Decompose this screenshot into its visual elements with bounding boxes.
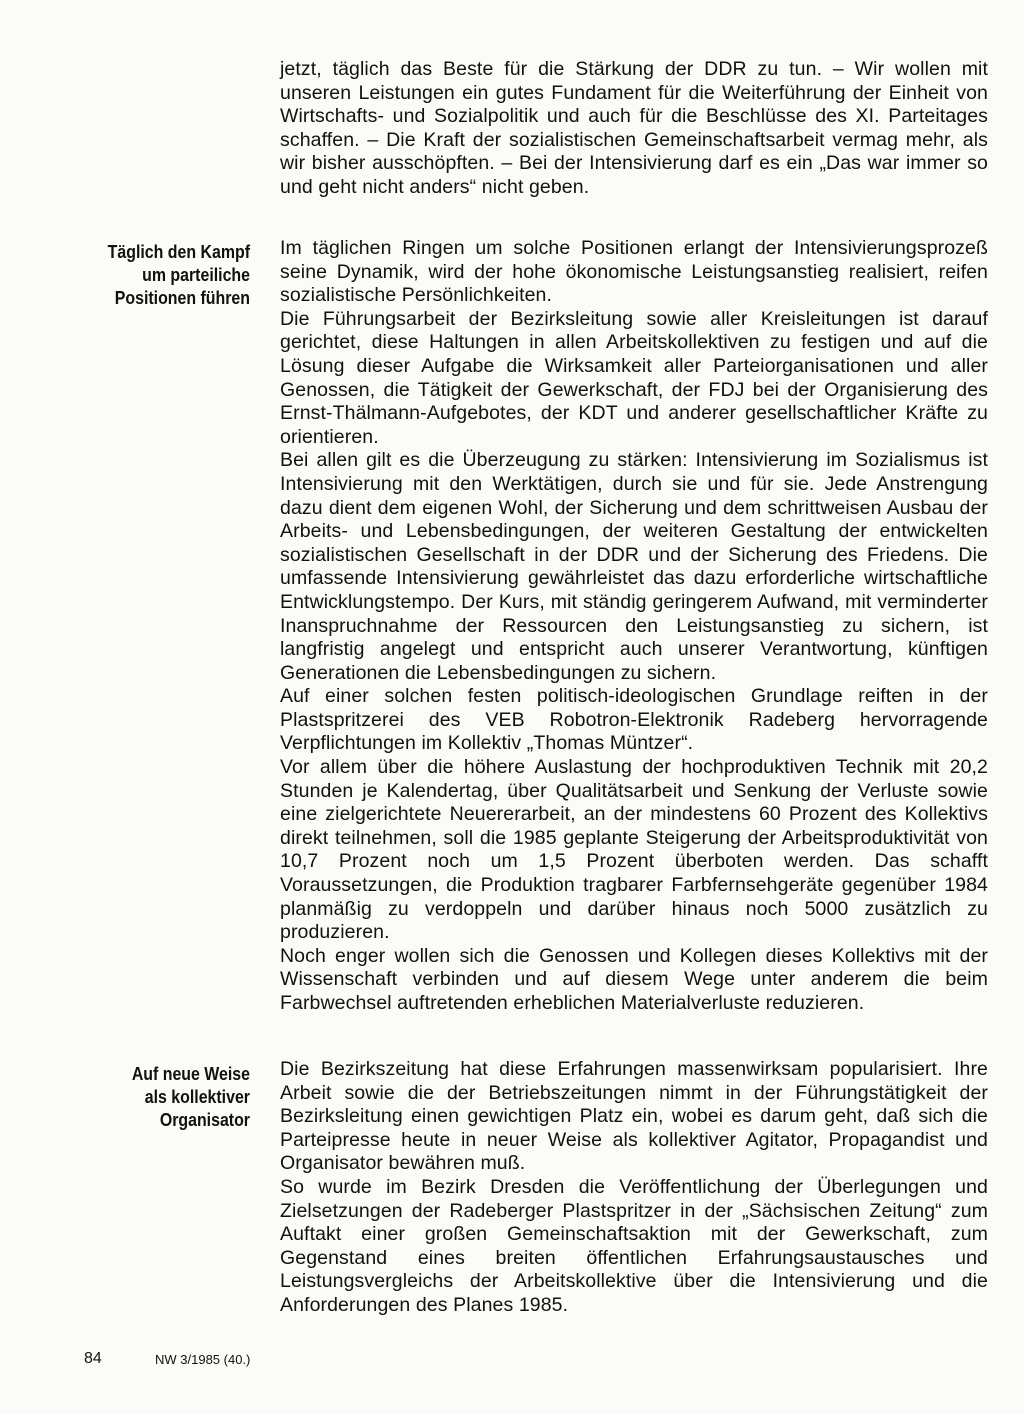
body-paragraph: Noch enger wollen sich die Genossen und Kollegen dieses Kollektivs mit der Wissenschaft verbinden und auf diesem Wege unter anderem die beim Farbwechsel auftretenden erheblichen Materialverluste reduzieren. [280,944,988,1014]
body-paragraph: Vor allem über die höhere Auslastung der hochproduktiven Technik mit 20,2 Stunden je Kalendertag, über Qualitätsarbeit und Senkung der Verluste sowie eine zielgerichtete Neuererarbeit, an der mindestens 60 Prozent des Kollektivs direkt teilnehmen, soll die 1985 geplante Steigerung der Arbeitsproduktivität von 10,7 Prozent noch um 1,5 Prozent überboten werden. Das schafft Voraussetzungen, die Produktion tragbarer Farbfernsehgeräte gegenüber 1984 planmäßig zu verdoppeln und darüber hinaus noch 5000 zusätzlich zu produzieren. [280,756,988,944]
section-2-body [280,1058,988,1318]
page-number: 84 [84,1350,102,1367]
section-heading-1 [87,240,250,309]
section-heading-2 [87,1062,250,1131]
heading-line: um parteiliche [142,264,250,285]
heading-line: als kollektiver [144,1086,250,1107]
body-paragraph: jetzt, täglich das Beste für die Stärkung der DDR zu tun. – Wir wollen mit unseren Leistungen ein gutes Fundament für die Weiterführung der Einheit von Wirtschafts- und Sozialpolitik und auch für die Beschlüsse des XI. Parteitages schaffen. – Die Kraft der sozialistischen Gemeinschaftsarbeit vermag mehr, als wir bisher ausschöpften. – Bei der Intensivierung darf es ein „Das war immer so und geht nicht anders“ nicht geben. [280,58,988,198]
body-paragraph: Die Führungsarbeit der Bezirksleitung sowie aller Kreisleitungen ist darauf gerichtet, diese Haltungen in allen Arbeitskollektiven zu festigen und auf die Lösung dieser Aufgabe die Wirksamkeit aller Parteiorganisationen und aller Genossen, die Tätigkeit der Gewerkschaft, der FDJ bei der Organisierung des Ernst-Thälmann-Aufgebotes, der KDT und anderer gesellschaftlicher Kräfte zu orientieren. [280,307,988,448]
heading-line: Positionen führen [114,287,251,308]
body-paragraph: Auf einer solchen festen politisch-ideologischen Grundlage reiften in der Plastspritzerei des VEB Robotron-Elektronik Radeberg hervorragende Verpflichtungen im Kollektiv „Thomas Müntzer“. [280,685,988,755]
body-paragraph: Im täglichen Ringen um solche Positionen erlangt der Intensivierungsprozeß seine Dynamik, wird der hohe ökonomische Leistungsanstieg realisiert, reifen sozialistische Persönlichkeiten. [280,237,988,307]
body-paragraph: Bei allen gilt es die Überzeugung zu stärken: Intensivierung im Sozialismus ist Intensivierung mit den Werktätigen, durch sie und für sie. Jede Anstrengung dazu dient dem eigenen Wohl, der Sicherung und dem schrittweisen Ausbau der Arbeits- und Lebensbedingungen, der weiteren Gestaltung der entwickelten sozialistischen Gesellschaft in der DDR und der Sicherung des Friedens. Die umfassende Intensivierung gewährleistet das dazu erforderliche wirtschaftliche Entwicklungstempo. Der Kurs, mit ständig geringerem Aufwand, mit verminderter Inanspruchnahme der Ressourcen den Leistungsanstieg zu sichern, ist langfristig angelegt und entspricht auch unserer Verantwortung, künftigen Generationen die Lebensbedingungen zu sichern. [280,449,988,684]
body-paragraph: So wurde im Bezirk Dresden die Veröffentlichung der Überlegungen und Zielsetzungen der Radeberger Plastspritzer in der „Sächsischen Zeitung“ zum Auftakt einer großen Gemeinschaftsaktion mit der Gewerkschaft, zum Gegenstand eines breiten öffentlichen Erfahrungsaustausches und Leistungsvergleichs der Arbeitskollektive über die Intensivierung und die Anforderungen des Planes 1985. [280,1175,988,1316]
heading-line: Täglich den Kampf [107,241,251,262]
section-1-body [280,237,988,1016]
heading-line: Organisator [159,1109,250,1130]
body-paragraph: Die Bezirkszeitung hat diese Erfahrungen massenwirksam popularisiert. Ihre Arbeit sowie die der Betriebszeitungen nimmt in der Führungstätigkeit der Bezirksleitung einen gewichtigen Platz ein, wobei es darum geht, daß sich die Parteipresse heute in neuer Weise als kollektiver Agitator, Propagandist und Organisator bewähren muß. [280,1058,988,1175]
intro-paragraph [280,58,988,200]
heading-line: Auf neue Weise [131,1063,250,1084]
journal-reference: NW 3/1985 (40.) [155,1352,251,1367]
